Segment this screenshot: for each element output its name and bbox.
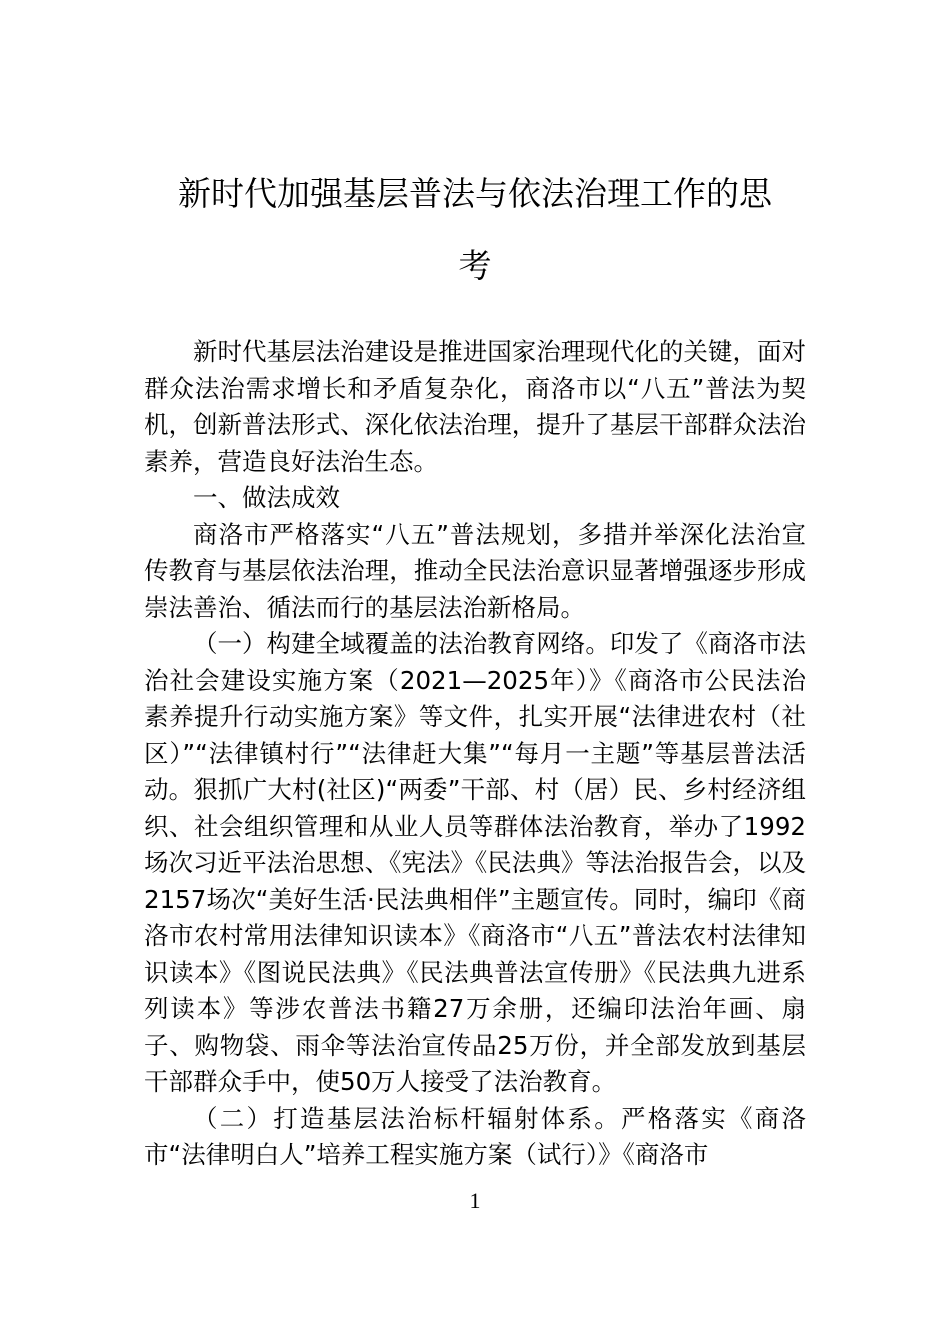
intro-paragraph: 新时代基层法治建设是推进国家治理现代化的关键，面对群众法治需求增长和矛盾复杂化，商洛市以“八五”普法为契机，创新普法形式、深化依法治理，提升了基层干部群众法治素养，营造良好法治生态。 — [144, 337, 806, 476]
title-line-1: 新时代加强基层普法与依法治理工作的思 — [178, 174, 772, 213]
subsection-paragraph-1: （一）构建全域覆盖的法治教育网络。印发了《商洛市法治社会建设实施方案（2021—2025年）》《商洛市公民法治素养提升行动实施方案》等文件，扎实开展“法律进农村（社区）”“法律镇村行”“法律赶大集”“每月一主题”等基层普法活动。狠抓广大村(社区)“两委”干部、村（居）民、乡村经济组织、社会组织管理和从业人员等群体法治教育，举办了1992场次习近平法治思想、《宪法》《民法典》等法治报告会，以及2157场次“美好生活·民法典相伴”主题宣传。同时，编印《商洛市农村常用法律知识读本》《商洛市“八五”普法农村法律知识读本》《图说民法典》《民法典普法宣传册》《民法典九进系列读本》等涉农普法书籍27万余册，还编印法治年画、扇子、购物袋、雨伞等法治宣传品25万份，并全部发放到基层干部群众手中，使50万人接受了法治教育。 — [144, 629, 806, 1096]
section-paragraph: 商洛市严格落实“八五”普法规划，多措并举深化法治宣传教育与基层依法治理，推动全民法治意识显著增强逐步形成崇法善治、循法而行的基层法治新格局。 — [144, 519, 806, 622]
title-line-2: 考 — [458, 246, 492, 285]
section-heading: 一、做法成效 — [193, 483, 340, 512]
subsection-paragraph-2: （二）打造基层法治标杆辐射体系。严格落实《商洛市“法律明白人”培养工程实施方案（试行）》《商洛市 — [144, 1103, 806, 1169]
page-number: 1 — [469, 1188, 481, 1213]
document-body — [144, 334, 806, 1174]
